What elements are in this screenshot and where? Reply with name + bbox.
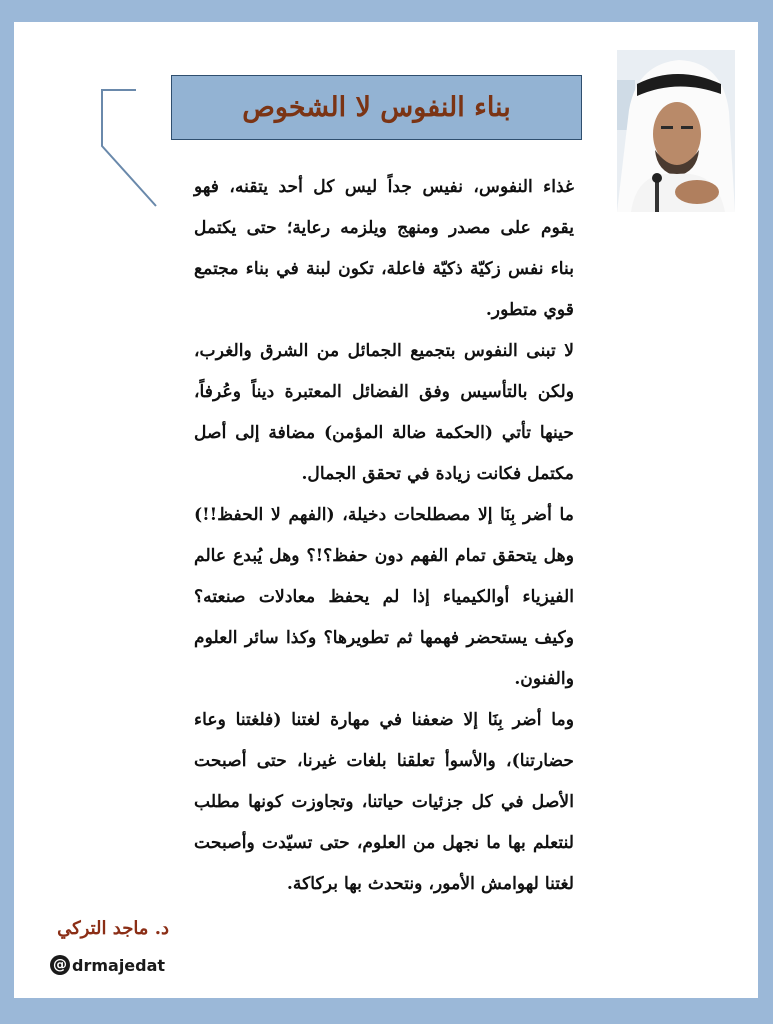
author-name: د. ماجد التركي [57, 918, 169, 939]
paragraph: لا تبنى النفوس بتجميع الجمائل من الشرق والغرب، ولكن بالتأسيس وفق الفضائل المعتبرة ديناً وعُرفاً، حينها تأتي (الحكمة ضالة المؤمن) مضافة إلى أصل مكتمل فكانت زيادة في تحقق الجمال. [194, 341, 574, 484]
at-icon: @ [50, 955, 70, 975]
paragraph: غذاء النفوس، نفيس جداً ليس كل أحد يتقنه، فهو يقوم على مصدر ومنهج ويلزمه رعاية؛ حتى يكتمل بناء نفس زكيّة ذكيّة فاعلة، تكون لبنة في بناء مجتمع قوي متطور. [194, 177, 574, 320]
author-photo [617, 50, 735, 212]
paragraph: وما أضر بِنَا إلا ضعفنا في مهارة لغتنا (فلغتنا وعاء حضارتنا)، والأسوأ تعلقنا بلغات غيرنا، حتى أصبحت الأصل في كل جزئيات حياتنا، وتجاوزت كونها مطلب لنتعلم بها ما نجهل من العلوم، حتى تسيّدت وأصبحت لغتنا لهوامش الأمور، ونتحدث بها بركاكة. [194, 710, 574, 894]
decorative-bracket [100, 88, 170, 208]
article-title: بناء النفوس لا الشخوص [242, 92, 511, 123]
article-page [14, 22, 758, 998]
paragraph: ما أضر بِنَا إلا مصطلحات دخيلة، (الفهم لا الحفظ!!) وهل يتحقق تمام الفهم دون حفظ؟!؟ وهل يُبدع عالم الفيزياء أوالكيمياء إذا لم يحفظ معادلات صنعته؟ وكيف يستحضر فهمها ثم تطويرها؟ وكذا سائر العلوم والفنون. [194, 505, 574, 689]
handle-text: drmajedat [72, 955, 166, 975]
title-box [171, 75, 582, 140]
author-handle[interactable] [50, 952, 170, 978]
article-body [194, 167, 574, 905]
